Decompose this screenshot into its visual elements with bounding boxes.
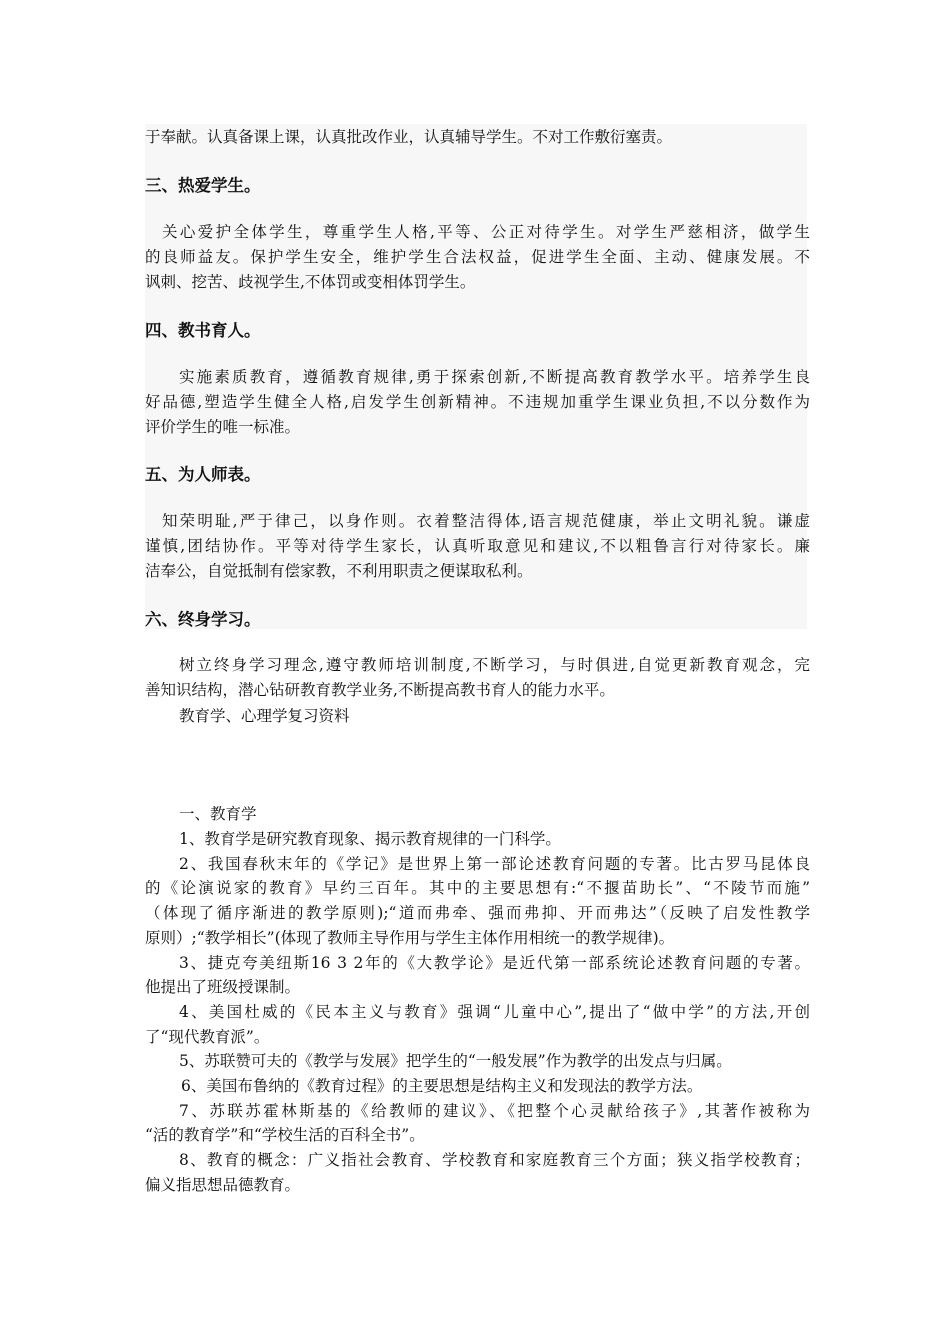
paragraph-line: 好品德,塑造学生健全人格,启发学生创新精神。不违规加重学生课业负担,不以分数作为 xyxy=(145,393,810,411)
paragraph-line: 洁奉公，自觉抵制有偿家教，不利用职责之便谋取私利。 xyxy=(145,562,533,580)
list-item: 7、苏联苏霍林斯基的《给教师的建议》、《把整个心灵献给孩子》,其著作被称为 xyxy=(179,1102,810,1120)
paragraph-line: 的良师益友。保护学生安全，维护学生合法权益，促进学生全面、主动、健康发展。不 xyxy=(145,248,810,266)
section-heading: 六、终身学习。 xyxy=(145,610,261,629)
list-item: （体现了循序渐进的教学原则);“道而弗牵、强而弗抑、开而弗达”（反映了启发性教学 xyxy=(145,904,810,922)
list-item: 3、捷克夸美纽斯16 3 2年的《大教学论》是近代第一部系统论述教育问题的专著。 xyxy=(179,954,810,972)
list-item: 的《论演说家的教育》早约三百年。其中的主要思想有:“不揠苗助长”、“不陵节而施” xyxy=(145,879,810,897)
list-item: 偏义指思想品德教育。 xyxy=(145,1176,301,1194)
paragraph-line: 善知识结构，潜心钻研教育教学业务,不断提高教书育人的能力水平。 xyxy=(145,681,615,699)
list-item: 2、我国春秋末年的《学记》是世界上第一部论述教育问题的专著。比古罗马昆体良 xyxy=(179,855,810,873)
list-item: 5、苏联赞可夫的《教学与发展》把学生的“一般发展”作为教学的出发点与归属。 xyxy=(179,1052,732,1070)
list-item: 他提出了班级授课制。 xyxy=(145,978,301,996)
section-heading: 四、教书育人。 xyxy=(145,321,261,340)
list-item: 原则）;“教学相长”(体现了教师主导作用与学生主体作用相统一的教学规律)。 xyxy=(145,929,675,947)
paragraph-line: 谨慎,团结协作。平等对待学生家长，认真听取意见和建议,不以粗鲁言行对待家长。廉 xyxy=(145,537,810,555)
list-item: 4、美国杜威的《民本主义与教育》强调“儿童中心”,提出了“做中学”的方法,开创 xyxy=(179,1003,810,1021)
list-item: 8、教育的概念：广义指社会教育、学校教育和家庭教育三个方面；狭义指学校教育； xyxy=(179,1151,810,1169)
paragraph-line: 讽刺、挖苦、歧视学生,不体罚或变相体罚学生。 xyxy=(145,273,476,291)
section-heading: 三、热爱学生。 xyxy=(145,176,261,195)
paragraph-line: 知荣明耻,严于律己，以身作则。衣着整洁得体,语言规范健康，举止文明礼貌。谦虚 xyxy=(162,512,810,530)
paragraph-line: 评价学生的唯一标准。 xyxy=(145,418,301,436)
list-item: 了“现代教育派”。 xyxy=(145,1028,270,1046)
list-item: 6、美国布鲁纳的《教育过程》的主要思想是结构主义和发现法的教学方法。 xyxy=(181,1077,703,1095)
list-item: “活的教育学”和“学校生活的百科全书”。 xyxy=(145,1126,425,1144)
paragraph-line: 实施素质教育，遵循教育规律,勇于探索创新,不断提高教育教学水平。培养学生良 xyxy=(179,368,810,386)
paragraph-line: 于奉献。认真备课上课，认真批改作业，认真辅导学生。不对工作敷衍塞责。 xyxy=(145,128,673,146)
paragraph-line: 关心爱护全体学生，尊重学生人格,平等、公正对待学生。对学生严慈相济，做学生 xyxy=(162,223,810,241)
list-item: 1、教育学是研究教育现象、揭示教育规律的一门科学。 xyxy=(179,830,561,848)
paragraph-line: 树立终身学习理念,遵守教师培训制度,不断学习，与时俱进,自觉更新教育观念，完 xyxy=(179,656,810,674)
subsection-heading: 一、教育学 xyxy=(179,805,257,823)
section-heading: 五、为人师表。 xyxy=(145,465,261,484)
document-title: 教育学、心理学复习资料 xyxy=(179,707,350,725)
